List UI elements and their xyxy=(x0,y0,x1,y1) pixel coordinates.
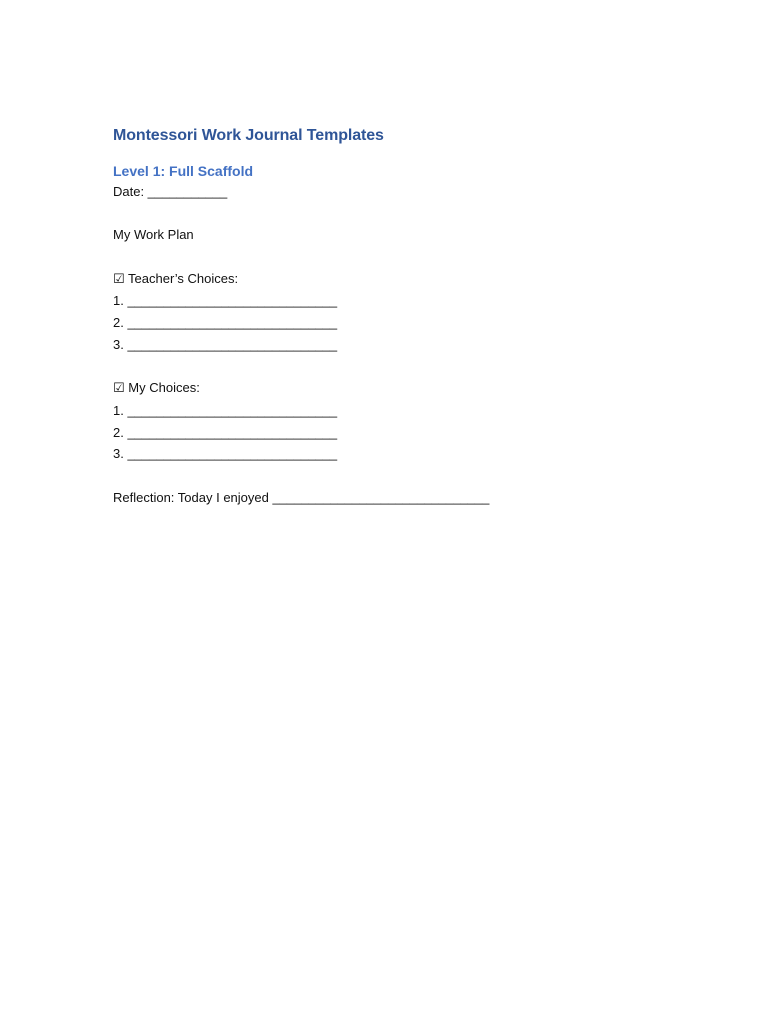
teacher-choices-heading xyxy=(113,268,673,291)
reflection-line: Reflection: Today I enjoyed ______________________________ xyxy=(113,489,490,505)
teacher-choices-label: Teacher’s Choices: xyxy=(128,270,239,286)
teacher-choice-item-2: 2. _____________________________ xyxy=(113,315,338,331)
teacher-choice-item-3: 3. _____________________________ xyxy=(113,336,338,352)
my-choice-item-2: 2. _____________________________ xyxy=(113,424,338,440)
checkbox-checked-icon: ☑ xyxy=(113,271,125,287)
level-heading: Level 1: Full Scaffold xyxy=(113,163,254,179)
spacer xyxy=(113,203,673,225)
my-choices-heading xyxy=(113,377,673,400)
teacher-choice-item-1: 1. _____________________________ xyxy=(113,293,338,309)
spacer xyxy=(113,246,673,268)
spacer xyxy=(113,356,673,378)
my-choice-item-3: 3. _____________________________ xyxy=(113,446,338,462)
work-plan-label: My Work Plan xyxy=(113,227,194,243)
document-title: Montessori Work Journal Templates xyxy=(113,127,384,144)
checkbox-checked-icon: ☑ xyxy=(113,381,125,397)
document-page xyxy=(113,124,673,508)
my-choices-label: My Choices: xyxy=(128,380,200,396)
spacer xyxy=(113,465,673,487)
date-line: Date: ___________ xyxy=(113,184,228,199)
my-choice-item-1: 1. _____________________________ xyxy=(113,402,338,418)
